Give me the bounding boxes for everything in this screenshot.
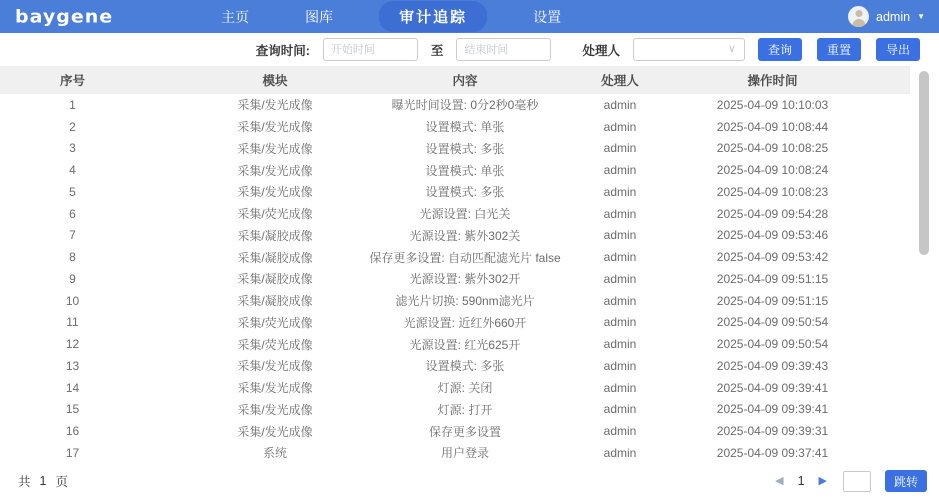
cell-index: 11 — [66, 315, 79, 330]
start-time-input[interactable] — [323, 38, 418, 61]
cell-module: 采集/发光成像 — [237, 424, 313, 439]
col-header-handler: 处理人 — [601, 74, 639, 88]
cell-time: 2025-04-09 10:08:25 — [716, 141, 829, 156]
cell-module: 采集/发光成像 — [237, 141, 313, 156]
cell-time: 2025-04-09 10:10:03 — [716, 97, 829, 112]
cell-time: 2025-04-09 09:39:41 — [716, 402, 829, 417]
cell-module: 采集/凝胶成像 — [237, 250, 313, 265]
cell-time: 2025-04-09 09:50:54 — [716, 315, 829, 330]
cell-handler: admin — [603, 293, 637, 308]
cell-handler: admin — [603, 206, 637, 221]
cell-content: 光源设置: 紫外302开 — [409, 272, 521, 287]
cell-content: 光源设置: 紫外302关 — [409, 228, 521, 243]
cell-handler: admin — [603, 119, 637, 134]
cell-content: 设置模式: 单张 — [425, 120, 505, 135]
cell-handler: admin — [603, 358, 637, 373]
table-row — [0, 268, 939, 290]
table-row — [0, 355, 939, 377]
cell-time: 2025-04-09 09:53:46 — [716, 228, 829, 243]
cell-content: 滤光片切换: 590nm滤光片 — [395, 294, 535, 309]
cell-time: 2025-04-09 09:39:31 — [716, 424, 829, 439]
chevron-down-icon: ∨ — [727, 43, 736, 55]
jump-page-input[interactable] — [843, 471, 871, 492]
nav-gallery[interactable]: 图库 — [305, 8, 334, 25]
cell-index: 12 — [65, 337, 80, 352]
cell-time: 2025-04-09 09:54:28 — [716, 206, 829, 221]
query-button[interactable]: 查询 — [758, 38, 802, 61]
cell-index: 15 — [65, 402, 80, 417]
current-page[interactable]: 1 — [797, 474, 805, 488]
cell-content: 保存更多设置 — [428, 424, 501, 439]
table-row — [0, 290, 939, 312]
cell-index: 8 — [69, 250, 76, 265]
cell-module: 采集/凝胶成像 — [237, 272, 313, 287]
table-body — [0, 94, 939, 464]
prev-page-icon[interactable]: ◀ — [775, 474, 784, 487]
cell-index: 6 — [69, 206, 76, 221]
cell-content: 灯源: 关闭 — [437, 381, 493, 396]
pager-controls — [775, 470, 927, 492]
cell-module: 采集/发光成像 — [237, 381, 313, 396]
table-row — [0, 94, 939, 116]
cell-handler: admin — [603, 424, 637, 439]
table-row — [0, 377, 939, 399]
table-row — [0, 312, 939, 334]
end-time-input[interactable] — [456, 38, 551, 61]
cell-content: 用户登录 — [440, 446, 489, 461]
cell-content: 灯源: 打开 — [437, 402, 493, 417]
col-header-content: 内容 — [452, 74, 478, 88]
cell-index: 17 — [65, 445, 80, 460]
cell-time: 2025-04-09 10:08:23 — [716, 184, 829, 199]
cell-handler: admin — [603, 337, 637, 352]
table-row — [0, 159, 939, 181]
table-row — [0, 246, 939, 268]
top-nav-bar — [0, 0, 939, 33]
cell-handler: admin — [603, 315, 637, 330]
cell-handler: admin — [603, 228, 637, 243]
cell-module: 采集/凝胶成像 — [237, 228, 313, 243]
cell-index: 16 — [65, 424, 80, 439]
brand-logo[interactable]: baygene — [15, 6, 114, 27]
cell-module: 采集/凝胶成像 — [237, 294, 313, 309]
cell-handler: admin — [603, 184, 637, 199]
username: admin — [876, 9, 911, 24]
total-pages-value: 1 — [39, 474, 47, 488]
chevron-down-icon: ▼ — [917, 12, 925, 21]
col-header-index: 序号 — [59, 74, 85, 88]
cell-handler: admin — [603, 141, 637, 156]
jump-button[interactable]: 跳转 — [885, 470, 927, 492]
vertical-scrollbar[interactable] — [919, 71, 929, 255]
total-suffix: 页 — [55, 475, 68, 489]
user-menu[interactable] — [848, 6, 925, 27]
cell-index: 2 — [69, 119, 76, 134]
query-time-label: 查询时间: — [255, 43, 310, 58]
table-row — [0, 399, 939, 421]
cell-time: 2025-04-09 10:08:24 — [716, 163, 829, 178]
cell-handler: admin — [603, 380, 637, 395]
cell-module: 采集/发光成像 — [237, 402, 313, 417]
cell-index: 14 — [65, 380, 80, 395]
to-label: 至 — [430, 43, 444, 58]
nav-settings[interactable]: 设置 — [533, 8, 562, 25]
cell-index: 3 — [69, 141, 76, 156]
cell-handler: admin — [603, 250, 637, 265]
cell-handler: admin — [603, 97, 637, 112]
cell-content: 光源设置: 近红外660开 — [403, 315, 527, 330]
table-row — [0, 225, 939, 247]
cell-content: 设置模式: 多张 — [425, 359, 505, 374]
cell-content: 光源设置: 红光625开 — [409, 337, 521, 352]
cell-index: 9 — [69, 271, 76, 286]
cell-time: 2025-04-09 09:53:42 — [716, 250, 829, 265]
cell-module: 采集/发光成像 — [237, 185, 313, 200]
cell-index: 10 — [65, 293, 80, 308]
table-row — [0, 333, 939, 355]
table-row — [0, 442, 939, 464]
cell-module: 采集/荧光成像 — [237, 207, 313, 222]
nav-home[interactable]: 主页 — [221, 8, 250, 25]
filter-bar — [0, 33, 939, 66]
cell-content: 设置模式: 单张 — [425, 163, 505, 178]
cell-time: 2025-04-09 09:39:43 — [716, 358, 829, 373]
cell-module: 采集/荧光成像 — [237, 315, 313, 330]
cell-module: 采集/发光成像 — [237, 120, 313, 135]
cell-time: 2025-04-09 09:37:41 — [716, 445, 829, 460]
cell-content: 曝光时间设置: 0分2秒0毫秒 — [391, 98, 539, 113]
cell-handler: admin — [603, 402, 637, 417]
next-page-icon[interactable]: ▶ — [818, 474, 827, 487]
cell-handler: admin — [603, 163, 637, 178]
table-header — [0, 66, 910, 94]
cell-index: 4 — [69, 163, 76, 178]
cell-time: 2025-04-09 09:51:15 — [716, 293, 829, 308]
total-pages — [18, 472, 68, 490]
nav-audit-trail[interactable]: 审计追踪 — [379, 1, 487, 32]
table-row — [0, 138, 939, 160]
table-row — [0, 203, 939, 225]
cell-content: 保存更多设置: 自动匹配滤光片 false — [369, 250, 561, 265]
cell-handler: admin — [603, 271, 637, 286]
cell-module: 系统 — [262, 446, 287, 461]
cell-time: 2025-04-09 09:39:41 — [716, 380, 829, 395]
col-header-module: 模块 — [262, 74, 288, 88]
cell-content: 光源设置: 白光关 — [419, 207, 511, 222]
user-avatar-icon — [848, 6, 869, 27]
cell-content: 设置模式: 多张 — [425, 185, 505, 200]
cell-time: 2025-04-09 09:50:54 — [716, 337, 829, 352]
export-button[interactable]: 导出 — [876, 38, 920, 61]
cell-index: 13 — [65, 358, 80, 373]
cell-index: 5 — [69, 184, 76, 199]
cell-index: 1 — [69, 97, 76, 112]
table-row — [0, 420, 939, 442]
cell-index: 7 — [69, 228, 76, 243]
handler-select[interactable] — [633, 38, 745, 61]
cell-time: 2025-04-09 09:51:15 — [716, 271, 829, 286]
table-row — [0, 116, 939, 138]
cell-module: 采集/发光成像 — [237, 98, 313, 113]
table-row — [0, 181, 939, 203]
total-prefix: 共 — [18, 475, 31, 489]
cell-handler: admin — [603, 445, 637, 460]
pagination-bar — [0, 464, 939, 498]
cell-module: 采集/荧光成像 — [237, 337, 313, 352]
cell-module: 采集/发光成像 — [237, 163, 313, 178]
col-header-time: 操作时间 — [747, 74, 798, 88]
cell-time: 2025-04-09 10:08:44 — [716, 119, 829, 134]
main-nav — [211, 1, 571, 32]
handler-label: 处理人 — [582, 43, 620, 58]
cell-module: 采集/发光成像 — [237, 359, 313, 374]
reset-button[interactable]: 重置 — [817, 38, 861, 61]
cell-content: 设置模式: 多张 — [425, 141, 505, 156]
